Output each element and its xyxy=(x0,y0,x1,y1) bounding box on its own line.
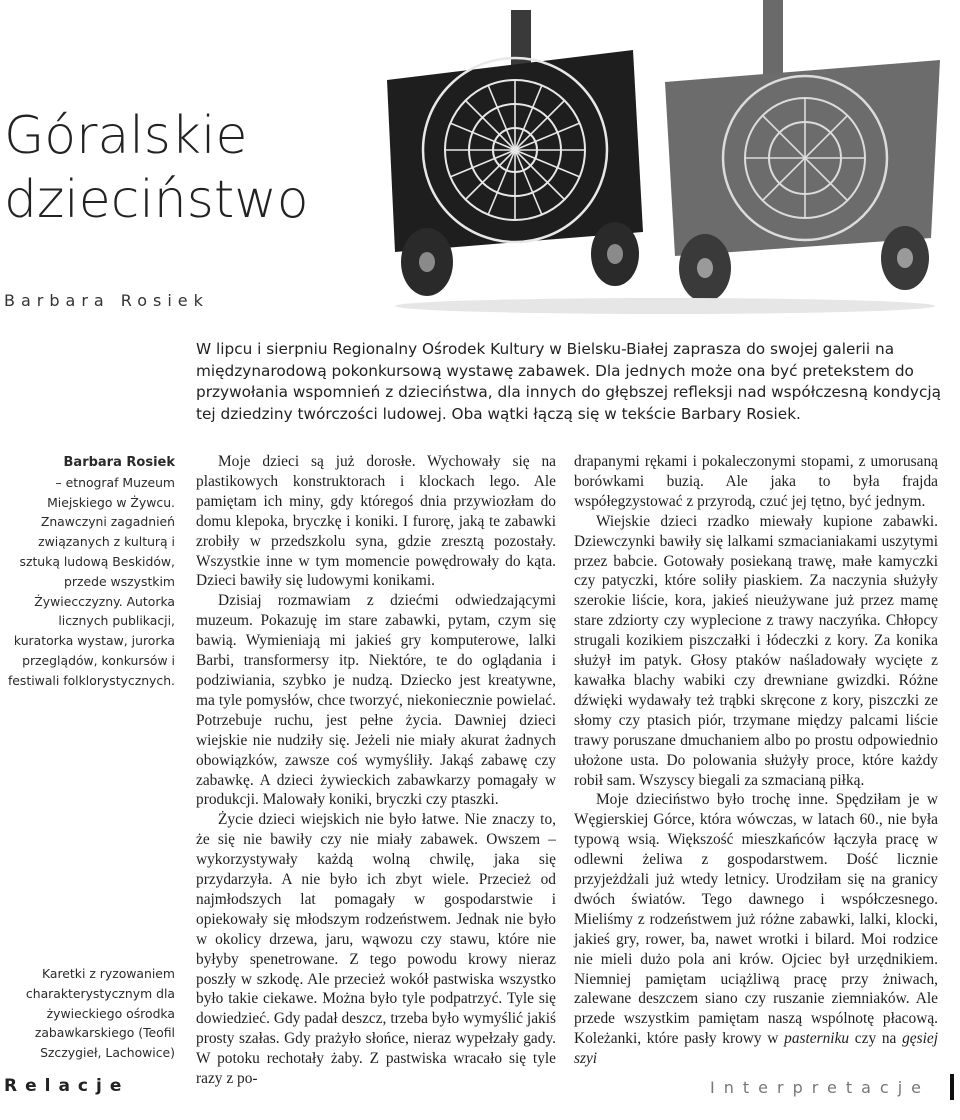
body-text: Moje dzieciństwo było trochę inne. Spędziłam je w Węgierskiej Górce, która wówczas, w latach 60., nie była typową wsią. Większość mieszkańców łączyła pracę w odlewni żeliwa z gospodarstwem. Dość licznie przyjeżdżali już wtedy letnicy. Urodziłam się na granicy dwóch światów. Tego dawnego i współczesnego. Mieliśmy z rodzeństwem już różne zabawki, lalki, klocki, jakieś gry, rower, ba, nawet wrotki i bilard. Moi rodzice nie mieli dużo pola ani krów. Ojciec był urzędnikiem. Niemniej pamiętam uciążliwą pracę przy żniwach, zalewane deszczem siano czy ruszanie ziemniaków. Ale przede wszystkim pamiętam naszą wspólnotę płacową. Koleżanki, które pasły krowy w xyxy=(574,791,938,1048)
body-text: czy na xyxy=(849,1030,903,1048)
left-cart-rosette xyxy=(423,58,607,242)
toy-carts-illustration xyxy=(365,0,960,322)
bio-name: Barbara Rosiek xyxy=(63,455,175,470)
article-title xyxy=(4,104,309,232)
body-paragraph: Wiejskie dzieci rzadko miewały kupione zabawki. Dziewczynki bawiły się lalkami szmacianiakami uszytymi przez babcie. Gotowały posiekaną trawę, małe kamyczki czy patyczki, które soliły piaskiem. Za naczynia służyły szerokie liście, kora, jakieś nieużywane już przez mamę stare zdziorty czy wyplecione z trawy naczyńka. Chłopcy strugali kozikiem piszczałki i łódeczki z kory. Za konika służył im patyk. Głosy ptaków naśladowały wycięte z kawałka blachy wabiki czy drewniane gwizdki. Różne dźwięki wydawały też trąbki skręcone z kory, piszczki ze słomy czy ptasich piór, trzymane między palcami liście trawy poruszane dmuchaniem albo po prostu odpowiednio ułożone usta. Do polowania służyły proce, które każdy robił sam. Wszyscy biegali za szmacianą piłką. xyxy=(574,512,938,789)
body-paragraph: Życie dzieci wiejskich nie było łatwe. Nie znaczy to, że się nie bawiły czy nie miały zabawek. Owszem – wykorzystywały każdą wolną chwilę, jaka się przydarzyła. A nie było ich zbyt wiele. Przecież od najmłodszych lat pomagały w gospodarstwie i opiekowały się młodszym rodzeństwem. Jednak nie było w okolicy drzewa, jaru, wąwozu czy stawu, które nie byłyby spenetrowane. Z tego powodu krowy nieraz poszły w szkodę. Ale przecież wokół pastwiska wszystko było takie ciekawe. Można było tyle podpatrzyć. Tyle się dowiedzieć. Gdy padał deszcz, trzeba było wymyślić jakiś prosty szałas. Gdy prażyło słońce, nieraz wypełzały gady. W potoku rechotały żaby. Z pastwiska wracało się tyle razy z po- xyxy=(196,811,556,1088)
toy-carts-photo xyxy=(365,0,960,322)
body-paragraph: Moje dzieci są już dorosłe. Wychowały się na plastikowych konstruktorach i klockach lego. Ale pamiętam ich miny, gdy któregoś dnia przywiozłam do domu klepoka, bryczkę i koniki. I furorę, jaką te zabawki zrobiły w przedszkolu syna, gdzie zresztą pozostały. Wszystkie inne w tym momencie powędrowały do kąta. Dzieci bawiły się ludowymi konikami. xyxy=(196,453,556,590)
lead-paragraph: W lipcu i sierpniu Regionalny Ośrodek Kultury w Bielsku-Białej zaprasza do swojej galerii na międzynarodową pokonkursową wystawę zabawek. Dla jednych może ona być pretekstem do przywołania wspomnień z dzieciństwa, dla innych do głębszej refleksji nad współczesną kondycją tej dziedziny twórczości ludowej. Oba wątki łączą się w tekście Barbary Rosiek. xyxy=(196,340,941,423)
section-label-left: Relacje xyxy=(4,1076,130,1096)
title-line-2: dzieciństwo xyxy=(4,170,309,230)
bio-text: – etnograf Muzeum Miejskiego w Żywcu. Znawczyni zagadnień związanych z kulturą i sztuką ludową Beskidów, przede wszystkim Żywiecczyzny. Autorka licznych publikacji, kuratorka wystaw, jurorka przeglądów, konkursów i festiwali folklorystycznych. xyxy=(7,474,175,688)
title-line-1: Góralskie xyxy=(4,106,248,166)
right-cart-rosette xyxy=(723,76,887,240)
body-paragraph: Dzisiaj rozmawiam z dziećmi odwiedzającymi muzeum. Pokazuję im stare zabawki, pytam, czym się bawią. Wymieniają mi jakieś gry komputerowe, lalki Barbi, transformersy itp. Niektóre, te do oglądania i podziwiania, szybko je nudzą. Dziecko jest kreatywne, ma tyle pomysłów, chce tworzyć, niekoniecznie powielać. Potrzebuje ruchu, jest pełne życia. Dawniej dzieci wiejskie nie nudziły się. Jeżeli nie miały akurat żadnych obowiązków, zawsze coś wymyśliły. Jakąś zabawę czy zabawkę. A dzieci żywieckich zabawkarzy pomagały w produkcji. Malowały koniki, bryczki czy ptaszki. xyxy=(196,592,556,809)
body-column-2 xyxy=(574,452,938,1069)
page-edge-marker xyxy=(950,1074,954,1100)
emphasis-term: pasterniku xyxy=(784,1030,850,1048)
body-paragraph xyxy=(574,790,938,1069)
author-bio xyxy=(0,453,175,691)
photo-caption: Karetki z ryzowaniem charakterystycznym dla żywieckiego ośrodka zabawkarskiego (Teofil Szczygieł, Lachowice) xyxy=(25,966,175,1061)
emphasis-term: gęsiej szyi xyxy=(574,1030,938,1068)
body-paragraph: drapanymi rękami i pokaleczonymi stopami, z umorusaną borówkami buzią. Ale jaka to była frajda współegzystować z przyrodą, czuć jej tętno, być jednym. xyxy=(574,453,938,510)
body-column-1 xyxy=(196,452,556,1089)
author-name: Barbara Rosiek xyxy=(4,291,209,310)
section-label-right: Interpretacje xyxy=(710,1078,930,1097)
